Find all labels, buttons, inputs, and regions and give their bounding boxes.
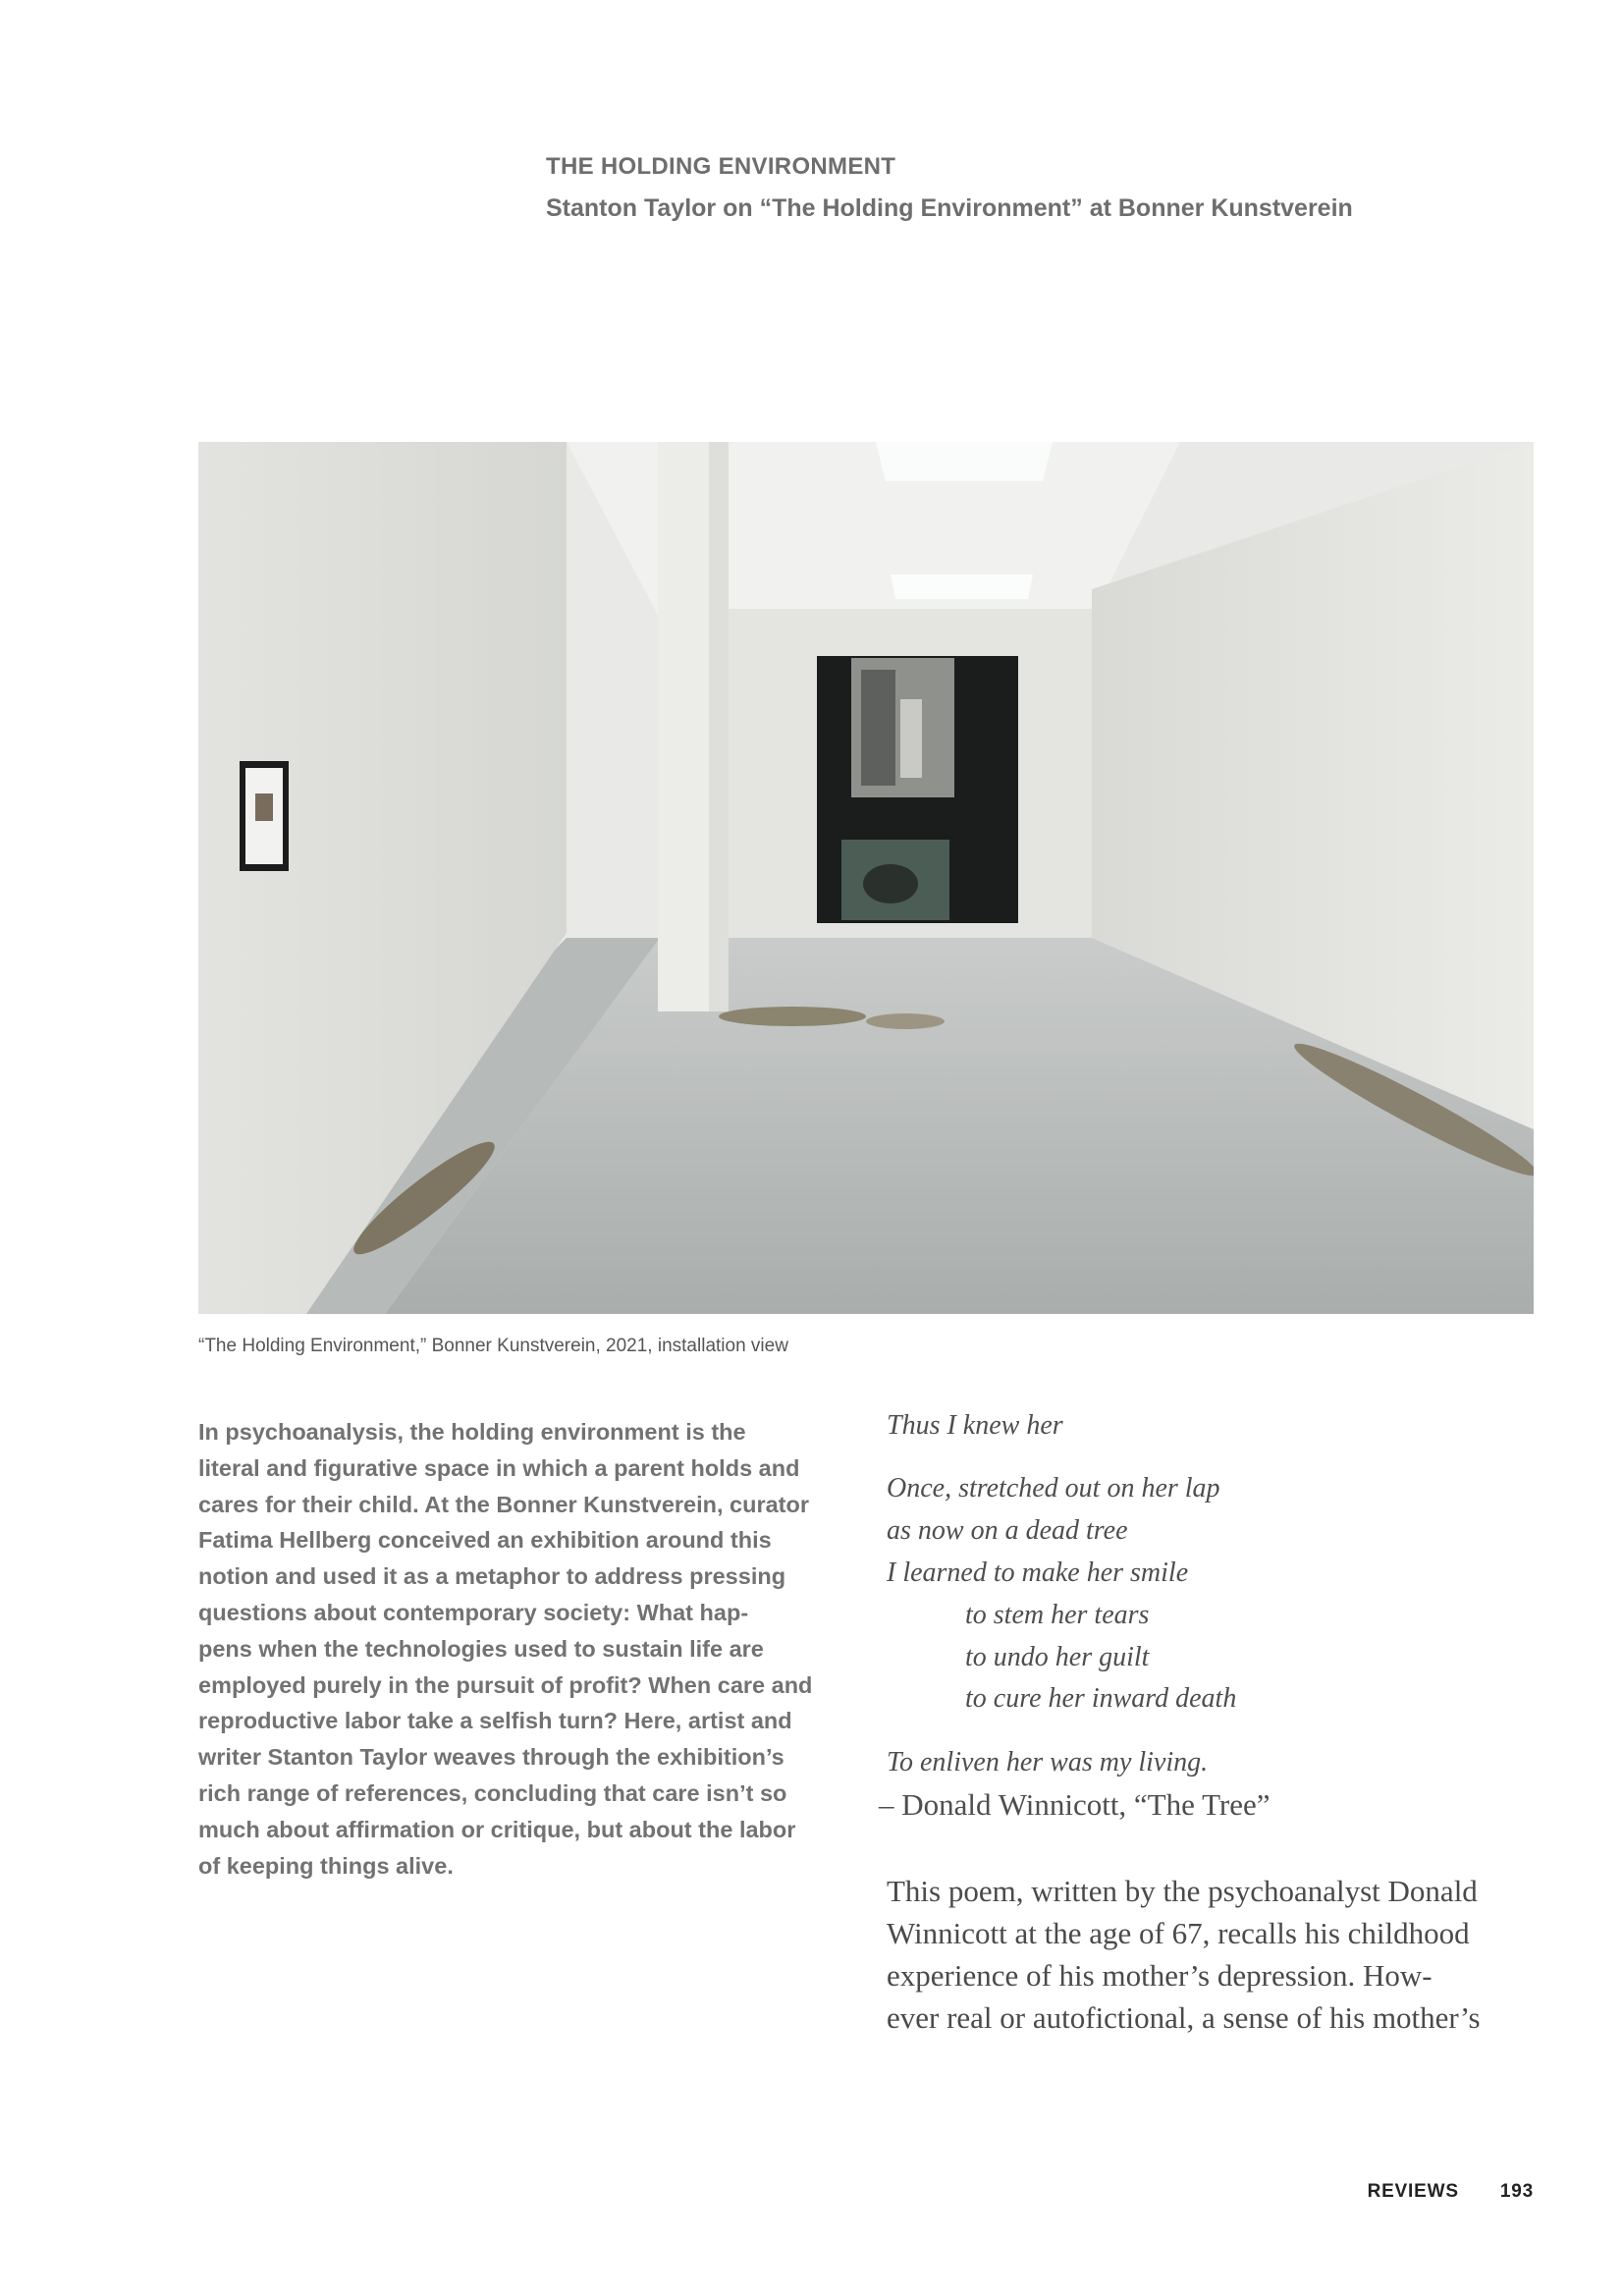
poem-line: to undo her guilt — [965, 1642, 1150, 1672]
body-line: Winnicott at the age of 67, recalls his childhood — [887, 1916, 1470, 1950]
poem-line: Thus I knew her — [887, 1410, 1063, 1441]
intro-line: Fatima Hellberg conceived an exhibition around this — [198, 1527, 772, 1554]
poem-line: Once, stretched out on her lap — [887, 1473, 1220, 1503]
article-kicker: THE HOLDING ENVIRONMENT — [546, 153, 896, 180]
intro-line: cares for their child. At the Bonner Kunstverein, curator — [198, 1491, 810, 1517]
intro-line: questions about contemporary society: What hap- — [198, 1599, 749, 1625]
body-paragraph — [887, 1870, 1535, 2039]
poem-line: to cure her inward death — [965, 1683, 1237, 1714]
section-label: REVIEWS — [1367, 2181, 1459, 2202]
installation-photo — [198, 442, 1534, 1314]
intro-line: pens when the technologies used to sustain life are — [198, 1635, 764, 1662]
body-line: This poem, written by the psychoanalyst Donald — [887, 1874, 1478, 1908]
photo-caption: “The Holding Environment,” Bonner Kunstverein, 2021, installation view — [198, 1336, 788, 1356]
poem-line: I learned to make her smile — [887, 1558, 1189, 1588]
body-line: ever real or autofictional, a sense of his mother’s — [887, 2000, 1481, 2035]
poem-line: To enliven her was my living. — [887, 1747, 1209, 1777]
gallery-illustration — [198, 442, 1534, 1314]
intro-line: In psychoanalysis, the holding environment is the — [198, 1419, 746, 1445]
intro-line: writer Stanton Taylor weaves through the exhibition’s — [198, 1744, 784, 1771]
article-subtitle: Stanton Taylor on “The Holding Environment” at Bonner Kunstverein — [546, 194, 1353, 222]
page-number: 193 — [1499, 2181, 1534, 2202]
intro-line: employed purely in the pursuit of profit? When care and — [198, 1671, 813, 1698]
body-line: experience of his mother’s depression. How- — [887, 1958, 1433, 1993]
intro-line: of keeping things alive. — [198, 1852, 454, 1879]
intro-line: notion and used it as a metaphor to address pressing — [198, 1563, 786, 1590]
page-footer — [1368, 2181, 1534, 2203]
intro-line: literal and figurative space in which a parent holds and — [198, 1454, 800, 1481]
poem-line: to stem her tears — [965, 1600, 1150, 1630]
intro-line: much about affirmation or critique, but about the labor — [198, 1816, 796, 1842]
intro-line: rich range of references, concluding that care isn’t so — [198, 1779, 787, 1806]
poem-line: as now on a dead tree — [887, 1515, 1128, 1546]
intro-line: reproductive labor take a selfish turn? Here, artist and — [198, 1708, 792, 1734]
poem-attribution: – Donald Winnicott, “The Tree” — [879, 1787, 1271, 1822]
intro-paragraph — [198, 1414, 856, 1884]
